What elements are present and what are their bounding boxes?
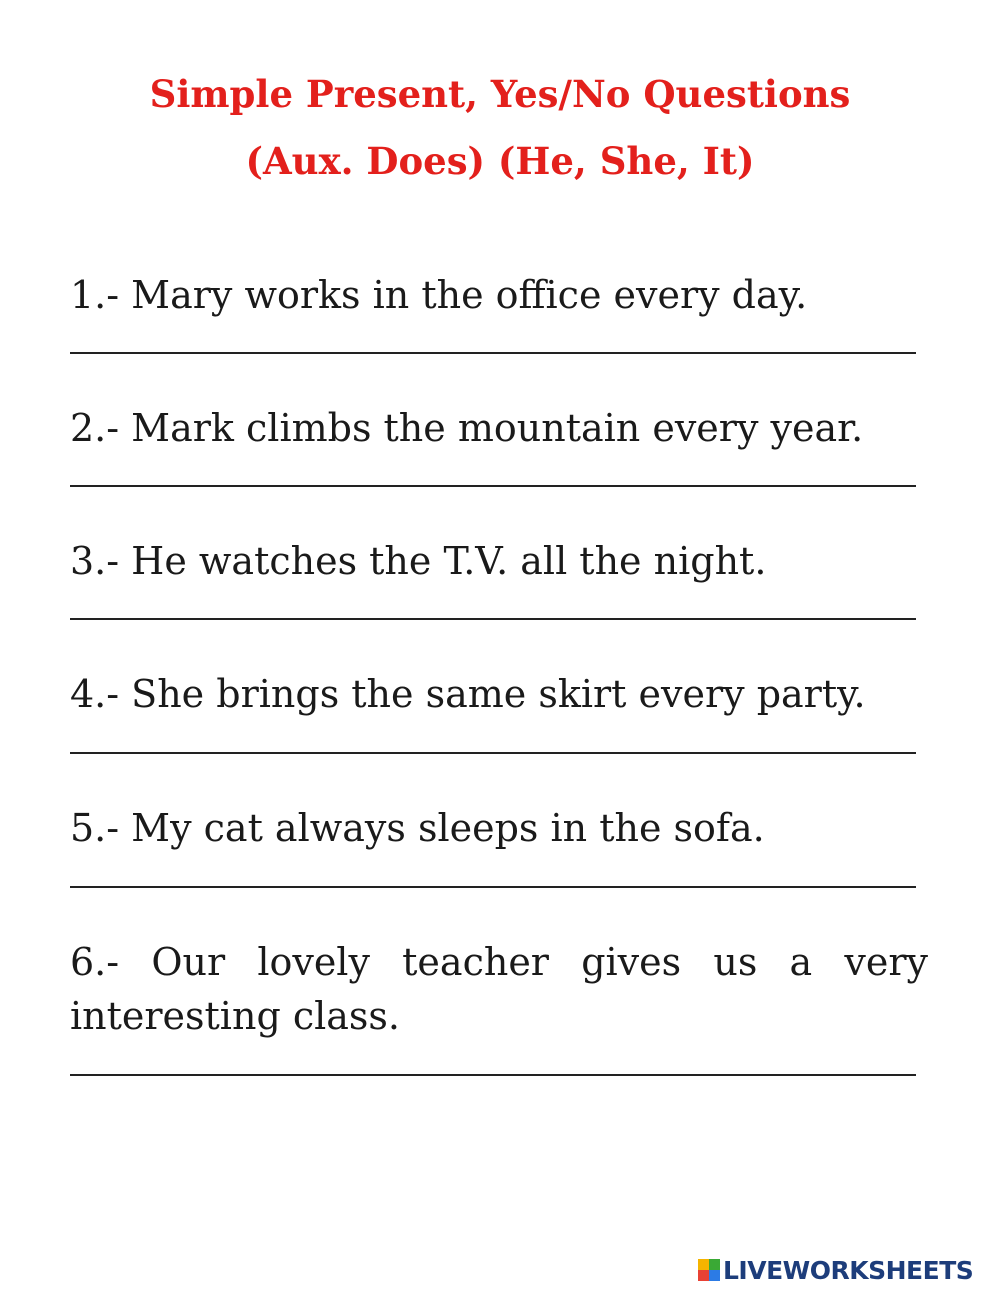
worksheet-title: Simple Present, Yes/No Questions <box>149 72 851 116</box>
answer-field-3[interactable] <box>70 618 916 620</box>
question-4: 4.- She brings the same skirt every party. <box>70 672 866 716</box>
worksheet-subtitle: (Aux. Does) (He, She, It) <box>245 139 755 183</box>
answer-field-1[interactable] <box>70 352 916 354</box>
logo-tile <box>709 1270 720 1281</box>
liveworksheets-logo-icon <box>698 1259 720 1281</box>
answer-field-5[interactable] <box>70 886 916 888</box>
liveworksheets-logo <box>698 1256 973 1284</box>
answer-field-2[interactable] <box>70 485 916 487</box>
logo-tile <box>709 1259 720 1270</box>
question-5: 5.- My cat always sleeps in the sofa. <box>70 806 765 850</box>
question-1: 1.- Mary works in the office every day. <box>70 273 808 317</box>
answer-field-6[interactable] <box>70 1074 916 1076</box>
logo-tile <box>698 1259 709 1270</box>
question-2: 2.- Mark climbs the mountain every year. <box>70 406 864 450</box>
logo-text: LIVEWORKSHEETS <box>723 1255 974 1285</box>
logo-tile <box>698 1270 709 1281</box>
question-6: 6.- Our lovely teacher gives us a very interesting class. <box>70 940 928 1038</box>
question-3: 3.- He watches the T.V. all the night. <box>70 539 767 583</box>
answer-field-4[interactable] <box>70 752 916 754</box>
